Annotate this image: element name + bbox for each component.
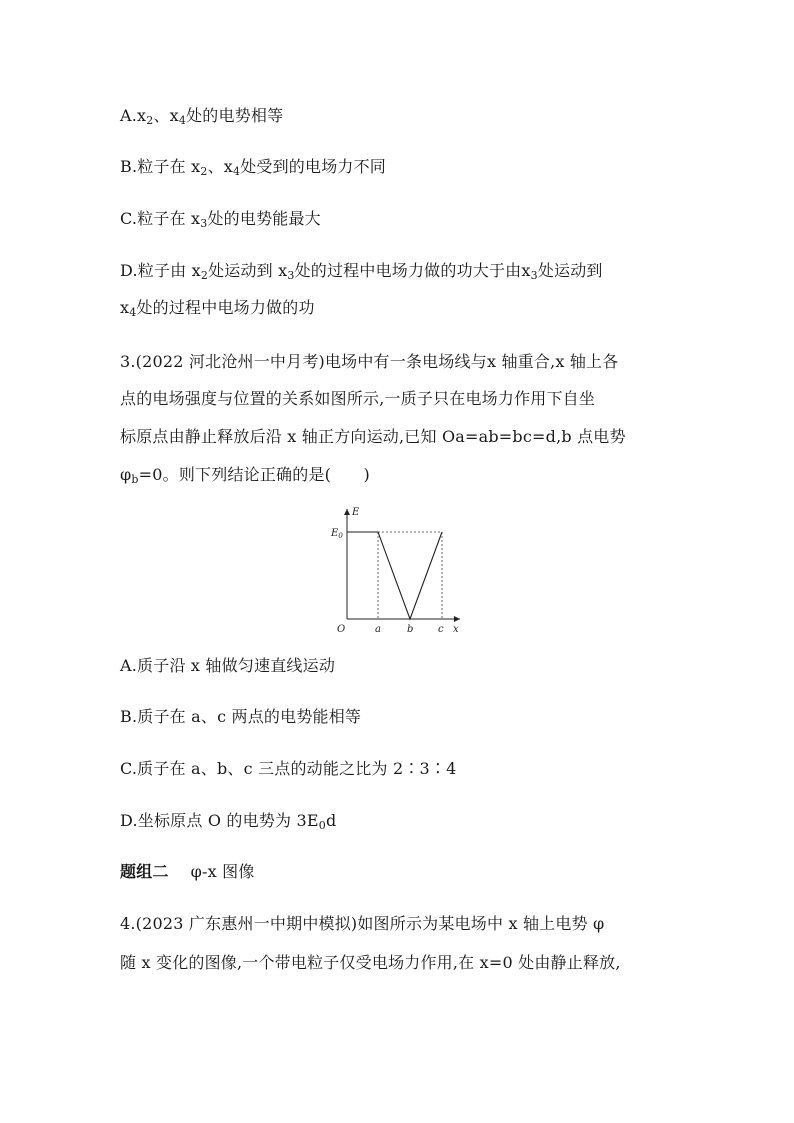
q4-stem-line-2: 随 x 变化的图像,一个带电粒子仅受电场力作用,在 x=0 处由静止释放, — [120, 953, 621, 972]
x-axis-label: x — [453, 624, 459, 635]
section-title: 题组二 — [120, 862, 169, 881]
q2-option-c: C.粒子在 $x_3$处的电势能最大 — [120, 209, 321, 230]
q2-option-d: D.粒子由 $x_2$处运动到 $x_3$处的过程中电场力做的功大于由$x_3$处运动到 — [120, 261, 603, 282]
q3-option-a: A.质子沿 x 轴做匀速直线运动 — [120, 656, 336, 675]
q3-option-b: B.质子在 a、c 两点的电势能相等 — [120, 707, 362, 726]
q2-option-b: B.粒子在 $x_2$、$x_4$处受到的电场力不同 — [120, 157, 387, 178]
q2-option-a: $A.x_2$、$x_4$处的电势相等 — [120, 106, 284, 127]
y-axis-label: E — [352, 507, 360, 518]
q3-stem-line-4: $\varphi_b=0$。则下列结论正确的是( ) — [120, 465, 370, 486]
q3-option-d: D.坐标原点 O 的电势为 $3E_0d$ — [120, 811, 337, 832]
origin-label: O — [337, 624, 346, 635]
q3-option-c: C.质子在 a、b、c 三点的动能之比为 2∶3∶4 — [120, 759, 457, 778]
section-heading — [120, 862, 255, 882]
tick-label-a: a — [375, 624, 381, 635]
e0-label: $E_0$ — [331, 528, 343, 540]
q3-stem-line-1: 3.(2022 河北沧州一中月考)电场中有一条电场线与x 轴重合,x 轴上各 — [120, 352, 619, 371]
q2-option-d-cont: $x_4$处的过程中电场力做的功 — [120, 298, 315, 319]
section-subtitle: φ-x 图像 — [190, 862, 255, 881]
tick-label-c: c — [438, 624, 444, 635]
q3-stem-line-2: 点的电场强度与位置的关系如图所示,一质子只在电场力作用下自坐 — [120, 389, 596, 408]
e-field-curve — [347, 532, 442, 619]
q4-stem-line-1: 4.(2023 广东惠州一中期中模拟)如图所示为某电场中 x 轴上电势 φ — [120, 914, 605, 933]
q3-stem-line-3: 标原点由静止释放后沿 x 轴正方向运动,已知 Oa=ab=bc=d,b 点电势 — [120, 427, 626, 446]
tick-label-b: b — [407, 624, 414, 635]
e-x-graph — [330, 505, 470, 641]
